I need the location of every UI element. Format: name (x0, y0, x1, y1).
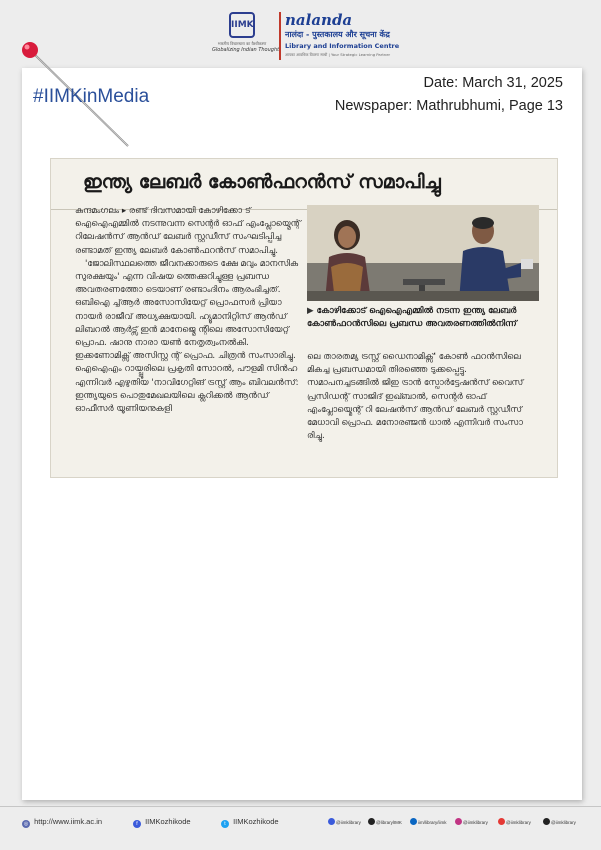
social-handle: @iimklibrary (551, 820, 576, 825)
twitter-text: IIMKozhikode (233, 817, 279, 826)
article-paragraph: ലെ താരതമ്യ ട്രസ്റ്റ് ഡൈനാമിക്സ്' കോൺ ഫറൻസിലെ മികച്ച പ്രബന്ധമായി തിരഞ്ഞെ ടുക്കപ്പെട്ടു. സമാപനച്ചടങ്ങിൽ ജിഇ ട്രാൻ സ്പോർട്ടേഷൻസ് വൈസ് പ്രസിഡന്റ് സാജിദ് ഇഖ്ബാൽ, സെന്റർ ഓഫ് എംപ്ലോയ്മെന്റ് റി ലേഷൻസ് ആൻഡ് ലേബർ സ്റ്റഡീസ് മേധാവി പ്രൊഫ. മനോരഞ്ജൻ ധാൽ എന്നിവർ സംസാ രിച്ചു. (307, 352, 524, 442)
iimk-tagline: Globalizing Indian Thought (212, 47, 280, 53)
threads-icon (543, 818, 550, 825)
caption-text: കോഴിക്കോട് ഐഐഎമ്മിൽ നടന്ന ഇന്ത്യ ലേബർ കോൺഫറൻസിലെ പ്രബന്ധ അവതരണത്തിൽനിന്ന് (307, 306, 517, 330)
facebook-link[interactable] (133, 817, 191, 828)
social-handle: @librarylIMK (376, 820, 402, 825)
x-icon (368, 818, 375, 825)
clipping-headline: ഇന്ത്യ ലേബർ കോൺഫറൻസ് സമാപിച്ചു (83, 171, 441, 193)
website-text: http://www.iimk.ac.in (34, 817, 103, 826)
globe-icon: ◎ (23, 821, 29, 827)
social-linkedin[interactable] (410, 818, 447, 825)
article-right-column (307, 351, 539, 443)
hashtag-title: #IIMKinMedia (33, 86, 150, 107)
social-x[interactable] (368, 818, 402, 825)
iimk-emblem-icon: IIMK (229, 12, 255, 38)
social-facebook[interactable] (328, 818, 361, 825)
page-footer (0, 806, 601, 836)
social-instagram[interactable] (455, 818, 488, 825)
photo-caption (307, 305, 539, 331)
social-handle: iim/library/iimk (418, 820, 447, 825)
twitter-icon: t (221, 820, 229, 828)
nalanda-logo (285, 12, 399, 58)
caption-arrow-icon: ▶ (307, 306, 314, 316)
facebook-small-icon (328, 818, 335, 825)
iimk-logo (212, 12, 280, 53)
iimk-tagline-hindi: भारतीय विचारधारा का वैश्वीकरण (217, 41, 267, 46)
footer-divider (0, 806, 601, 807)
facebook-icon: f (133, 820, 141, 828)
article-left-column (75, 205, 305, 416)
nalanda-english-title: Library and Information Centre (285, 42, 400, 50)
twitter-link[interactable] (221, 817, 279, 828)
article-paragraph: കുന്ദമംഗലം ▸ രണ്ട് ദിവസമായി കോഴിക്കോ ട് ഐഐഎമ്മിൽ നടന്നുവന്ന സെന്റർ ഓഫ് എംപ്ലോയ്മെന്റ് റിലേഷൻസ് ആൻഡ് ലേബർ സ്റ്റഡീസ് സംഘടിപ്പിച്ച രണ്ടാമത് ഇന്ത്യ ലേബർ കോൺഫറൻസ് സമാപിച്ചു. (75, 206, 301, 256)
facebook-text: IIMKozhikode (145, 817, 191, 826)
header-divider (279, 12, 281, 60)
instagram-icon (455, 818, 462, 825)
youtube-icon (498, 818, 505, 825)
headline-bar (51, 159, 557, 210)
social-threads[interactable] (543, 818, 576, 825)
social-handle: @iimklibrary (506, 820, 531, 825)
publication-date: Date: March 31, 2025 (423, 75, 563, 91)
social-handle: @iimklibrary (336, 820, 361, 825)
linkedin-icon (410, 818, 417, 825)
website-link[interactable] (22, 817, 102, 828)
newspaper-clipping (50, 158, 558, 478)
social-youtube[interactable] (498, 818, 531, 825)
conference-photo (307, 205, 539, 301)
nalanda-hindi-title: नालंदा - पुस्तकालय और सूचना केंद्र (285, 30, 390, 39)
nalanda-wordmark: nalanda (285, 11, 353, 29)
social-handle: @iimklibrary (463, 820, 488, 825)
article-paragraph: 'ജോലിസ്ഥലത്തെ ജീവനക്കാരുടെ ക്ഷേ മവും മാനസിക സുരക്ഷയും' എന്ന വിഷയ ത്തെക്കുറിച്ചുള്ള പ്രബന്ധ അവതരണത്തോ ടെയാണ് രണ്ടാംദിനം ആരംഭിച്ചത്. ഒബിഐ ച്ച്ആർ അസോസിയേറ്റ് പ്രൊഫസർ പ്രിയാ നായർ രാജീവ് അധ്യക്ഷയായി. ഹ്യൂമാനിറ്റിസ് ആൻഡ് ലിബറൽ ആർട്സ് ഇൻ മാനേജ്മെ ന്റിലെ അസോസിയേറ്റ് പ്രൊഫ. ഷാനു നാരാ യൺ നേതൃത്വംനൽകി. ഇക്കണോമിക്സ് അസിസ്റ്റ ന്റ് പ്രൊഫ. ചിത്രൻ സംസാരിച്ചു. ഐഐഎം റായ്പ്പൂരിലെ പ്രകൃതി സോറൽ, പൗളമി സിൻഹ എന്നിവർ എഴുതിയ 'നാവിഗേറ്റിങ് ട്രസ്റ്റ് ആം ബിവലൻസ്: ഇന്ത്യയുടെ പൊതുമേഖലയിലെ ക്ലറിക്കൽ ആൻഡ് ഓഫീസർ യൂണിയനുകളി (75, 258, 299, 415)
newspaper-source: Newspaper: Mathrubhumi, Page 13 (334, 98, 563, 114)
nalanda-tagline: आपका आवधिक विवरण साथी | Your Strategic Learning Partner (285, 52, 391, 57)
